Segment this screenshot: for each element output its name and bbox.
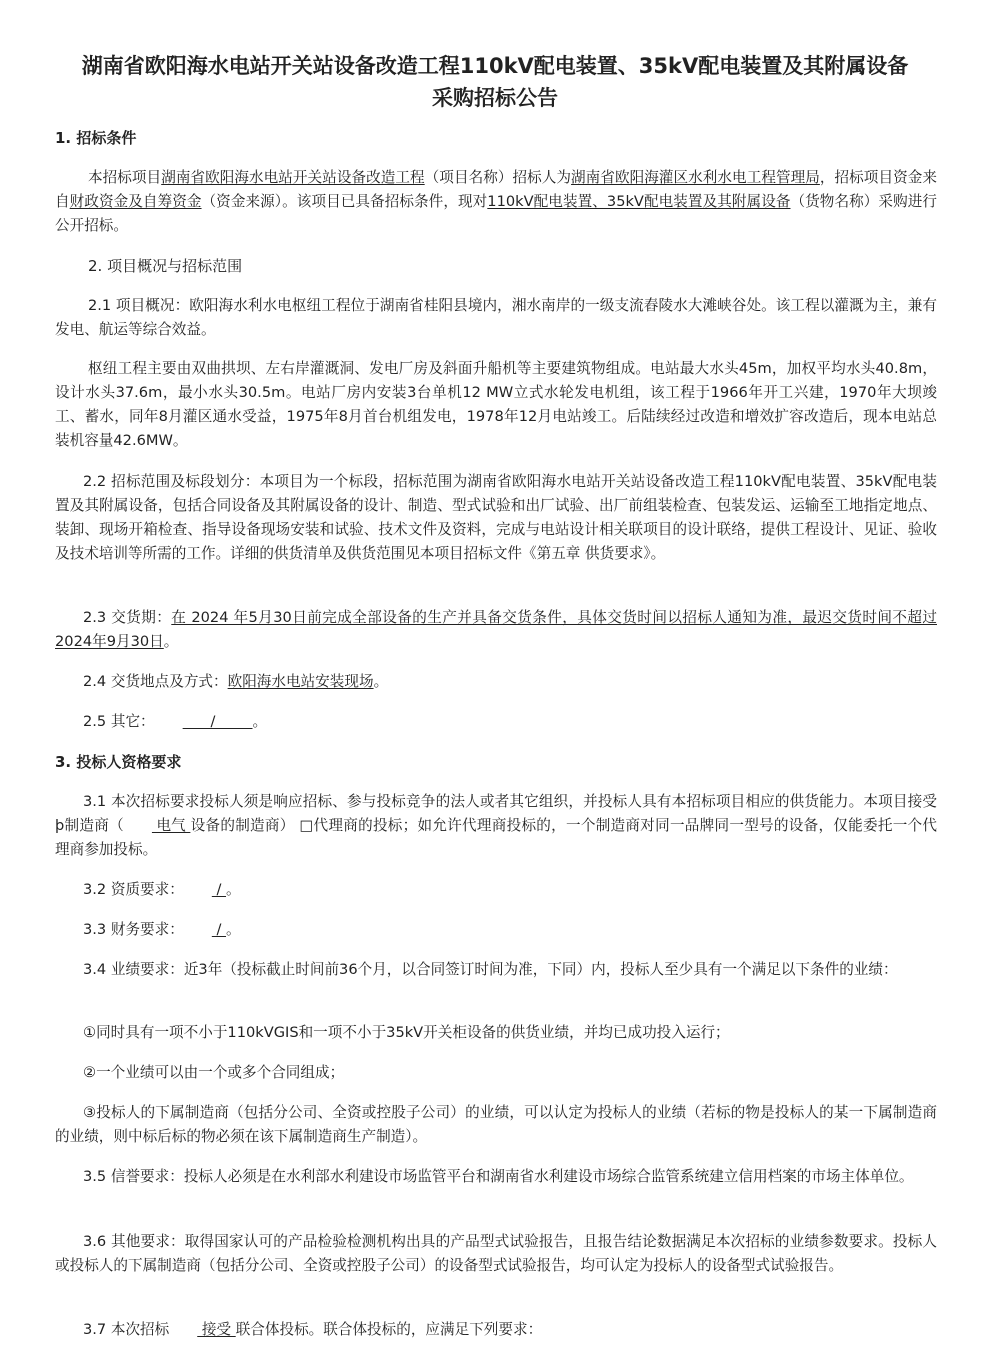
tenderer-field: 湖南省欧阳海灌区水利水电工程管理局 xyxy=(571,169,820,186)
manufacturer-type-field: 电气 xyxy=(151,817,191,834)
text-span: 。 xyxy=(252,713,268,730)
section-1-heading: 1. 招标条件 xyxy=(55,129,137,147)
section-3-heading: 3. 投标人资格要求 xyxy=(55,753,182,771)
qualification-label: 3.2 资质要求： xyxy=(83,881,184,898)
section-1-paragraph xyxy=(55,166,937,238)
delivery-location-label: 2.4 交货地点及方式： xyxy=(83,673,228,690)
paragraph-3-6: 3.6 其他要求：取得国家认可的产品检验检测机构出具的产品型式试验报告，且报告结论数据满足本次招标的业绩参数要求。投标人或投标人的下属制造商（包括分公司、全资或控股子公司）的设备型式试验报告，均可认定为投标人的设备型式试验报告。 xyxy=(55,1233,937,1274)
paragraph-3-7 xyxy=(55,1318,937,1342)
paragraph-3-1 xyxy=(55,790,937,862)
fund-source-field: 财政资金及自筹资金 xyxy=(69,193,202,210)
document-title-line-2: 采购招标公告 xyxy=(432,86,558,110)
text-span: 本招标项目 xyxy=(88,169,162,186)
text-span: ，招标项目资金来自 xyxy=(55,169,937,210)
paragraph-3-4-item-2: ②一个业绩可以由一个或多个合同组成； xyxy=(83,1064,345,1081)
paragraph-3-4-item-3: ③投标人的下属制造商（包括分公司、全资或控股子公司）的业绩，可以认定为投标人的业绩（若标的物是投标人的某一下属制造商的业绩，则中标后标的物必须在该下属制造商生产制造）。 xyxy=(55,1104,937,1145)
paragraph-2-5 xyxy=(55,710,937,734)
other-field: / xyxy=(182,713,253,730)
text-span: 设备的制造商） □代理商的投标；如允许代理商投标的，一个制造商对同一品牌同一型号的设备，仅能委托一个代理商参加投标。 xyxy=(55,817,937,858)
qualification-field: / xyxy=(211,881,227,898)
paragraph-2-1-detail: 枢纽工程主要由双曲拱坝、左右岸灌溉洞、发电厂房及斜面升船机等主要建筑物组成。电站最大水头45m，加权平均水头40.8m，设计水头37.6m，最小水头30.5m。电站厂房内安装3台单机12 MW立式水轮发电机组，该工程于1966年开工兴建，1970年大坝竣工、蓄水，同年8月灌区通水受益，1975年8月首台机组发电，1978年12月电站竣工。后陆续经过改造和增效扩容改造后，现本电站总装机容量42.6MW。 xyxy=(55,360,937,449)
other-label: 2.5 其它： xyxy=(83,713,155,730)
section-2-heading: 2. 项目概况与招标范围 xyxy=(88,257,243,275)
paragraph-2-2: 2.2 招标范围及标段划分：本项目为一个标段，招标范围为湖南省欧阳海水电站开关站设备改造工程110kV配电装置、35kV配电装置及其附属设备，包括合同设备及其附属设备的设计、制造、型式试验和出厂试验、出厂前组装检查、包装发运、运输至工地指定地点、装卸、现场开箱检查、指导设备现场安装和试验、技术文件及资料，完成与电站设计相关联项目的设计联络，提供工程设计、见证、验收及技术培训等所需的工作。详细的供货清单及供货范围见本项目招标文件《第五章 供货要求》。 xyxy=(55,473,937,562)
text-span: 。 xyxy=(163,633,179,650)
text-span: 。 xyxy=(226,921,241,938)
goods-name-field: 110kV配电装置、35kV配电装置及其附属设备 xyxy=(487,193,791,210)
text-span: （货物名称）采购进行公开招标。 xyxy=(55,193,937,234)
text-span: （资金来源）。该项目已具备招标条件，现对 xyxy=(201,193,488,210)
text-span: 。 xyxy=(226,881,241,898)
consortium-field: 接受 xyxy=(197,1321,236,1338)
delivery-location-field: 欧阳海水电站安装现场 xyxy=(227,673,374,690)
text-span: 。 xyxy=(373,673,389,690)
text-span: 3.7 本次招标 xyxy=(83,1321,170,1338)
text-span: 联合体投标。联合体投标的，应满足下列要求： xyxy=(235,1321,543,1338)
financial-field: / xyxy=(211,921,227,938)
delivery-period-label: 2.3 交货期： xyxy=(83,609,172,626)
document-title-line-1: 湖南省欧阳海水电站开关站设备改造工程110kV配电装置、35kV配电装置及其附属设备 xyxy=(81,54,909,78)
paragraph-3-4-item-1: ①同时具有一项不小于110kVGIS和一项不小于35kV开关柜设备的供货业绩，并均已成功投入运行； xyxy=(83,1024,730,1041)
paragraph-3-4: 3.4 业绩要求：近3年（投标截止时间前36个月，以合同签订时间为准，下同）内，投标人至少具有一个满足以下条件的业绩： xyxy=(83,961,898,978)
financial-label: 3.3 财务要求： xyxy=(83,921,184,938)
delivery-period-field: 在 2024 年5月30日前完成全部设备的生产并具备交货条件，具体交货时间以招标人通知为准，最迟交货时间不超过2024年9月30日 xyxy=(55,609,937,650)
paragraph-3-5: 3.5 信誉要求：投标人必须是在水利部水利建设市场监管平台和湖南省水利建设市场综合监管系统建立信用档案的市场主体单位。 xyxy=(83,1168,914,1185)
text-span: 3.1 本次招标要求投标人须是响应招标、参与投标竞争的法人或者其它组织，并投标人具有本招标项目相应的供货能力。本项目接受þ制造商（ xyxy=(55,793,937,834)
paragraph-3-2 xyxy=(55,878,937,902)
paragraph-2-3 xyxy=(55,606,937,654)
paragraph-2-1: 2.1 项目概况：欧阳海水利水电枢纽工程位于湖南省桂阳县境内，湘水南岸的一级支流舂陵水大滩峡谷处。该工程以灌溉为主，兼有发电、航运等综合效益。 xyxy=(55,297,937,338)
project-name-field: 湖南省欧阳海水电站开关站设备改造工程 xyxy=(161,169,425,186)
paragraph-3-3 xyxy=(55,918,937,942)
text-span: （项目名称）招标人为 xyxy=(424,169,572,186)
paragraph-2-4 xyxy=(55,670,937,694)
